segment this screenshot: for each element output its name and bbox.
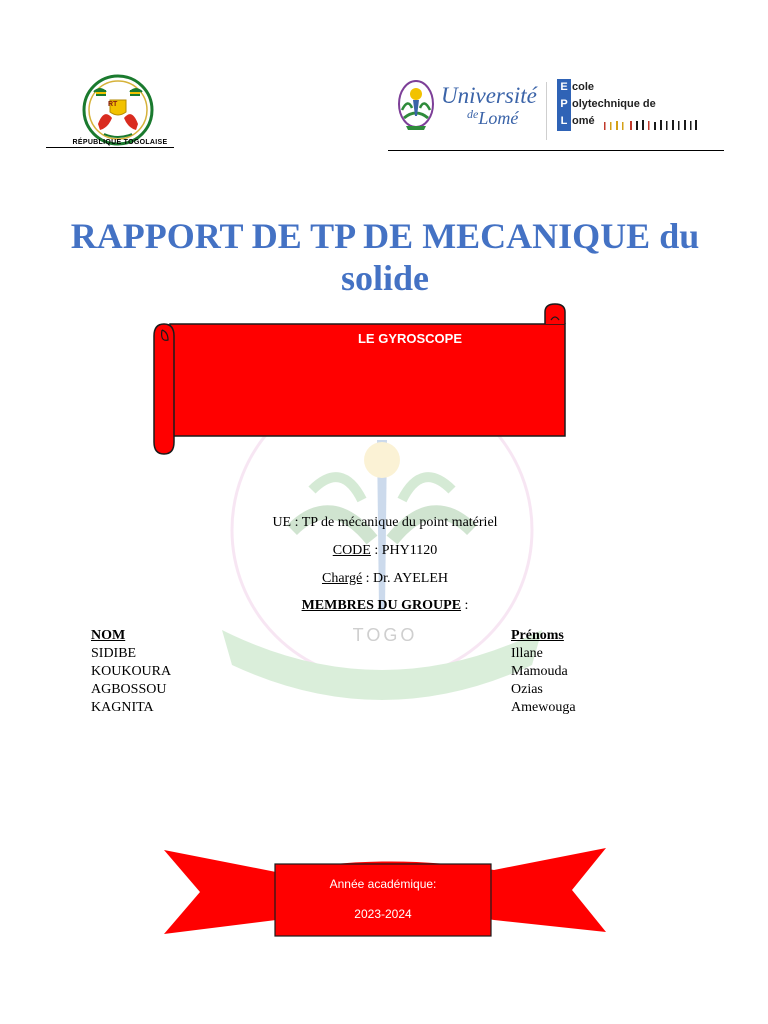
epl-name-line1: cole: [572, 81, 595, 93]
epl-letter-l: L: [560, 115, 568, 127]
member-nom: KOUKOURA: [91, 664, 172, 679]
nom-header: NOM: [91, 628, 126, 643]
member-nom: KAGNITA: [91, 700, 154, 715]
university-name-line1: Université: [441, 83, 537, 108]
charge-label: Chargé: [321, 571, 363, 586]
header-separator: [546, 82, 547, 140]
code-line: [150, 543, 620, 559]
page-title-line1: RAPPORT DE TP DE MECANIQUE du: [70, 216, 700, 256]
academic-year-value: 2023-2024: [354, 907, 412, 921]
prenom-header: Prénoms: [511, 628, 564, 643]
header-rule-right: [388, 150, 724, 151]
header-rule-left: [46, 147, 174, 148]
ue-line: UE : TP de mécanique du point matériel: [272, 515, 498, 530]
university-name: [441, 84, 537, 127]
charge-line: [150, 571, 620, 587]
rt-badge: RT: [108, 101, 118, 108]
university-name-lome: Lomé: [478, 108, 519, 128]
republic-caption: RÉPUBLIQUE TOGOLAISE: [72, 139, 168, 146]
members-nom-column: [91, 627, 171, 717]
academic-year-label: Année académique:: [329, 877, 437, 891]
epl-name-line2: olytechnique de: [572, 98, 656, 110]
page-title: [40, 215, 730, 299]
member-nom: SIDIBE: [91, 646, 137, 661]
membres-label: MEMBRES DU GROUPE: [301, 598, 462, 613]
member-prenom: Ozias: [511, 682, 543, 697]
epl-letter-p: P: [560, 98, 568, 110]
code-value: : PHY1120: [370, 543, 438, 558]
epl-name-line3: omé: [572, 115, 595, 127]
epl-logo-box: [557, 79, 571, 131]
charge-value: : Dr. AYELEH: [362, 571, 448, 586]
watermark-text: TOGO: [352, 625, 418, 645]
member-prenom: Amewouga: [511, 700, 576, 715]
member-nom: AGBOSSOU: [91, 682, 167, 697]
university-name-de: de: [467, 107, 479, 121]
members-prenom-column: [511, 627, 576, 717]
member-prenom: Illane: [511, 646, 543, 661]
scroll-banner: [150, 300, 580, 460]
page-title-line2: solide: [340, 258, 429, 298]
togo-coat-of-arms-logo: [80, 72, 156, 148]
epl-decorative-stripes: [602, 119, 698, 131]
code-label: CODE: [332, 543, 371, 558]
membres-heading: [150, 598, 620, 614]
epl-letter-e: E: [560, 81, 568, 93]
university-name-line2: [467, 108, 537, 127]
member-prenom: Mamouda: [511, 664, 568, 679]
membres-suffix: :: [461, 598, 469, 613]
academic-year-ribbon: [160, 842, 610, 952]
university-of-lome-logo: [396, 78, 436, 136]
banner-title: LE GYROSCOPE: [357, 331, 463, 346]
